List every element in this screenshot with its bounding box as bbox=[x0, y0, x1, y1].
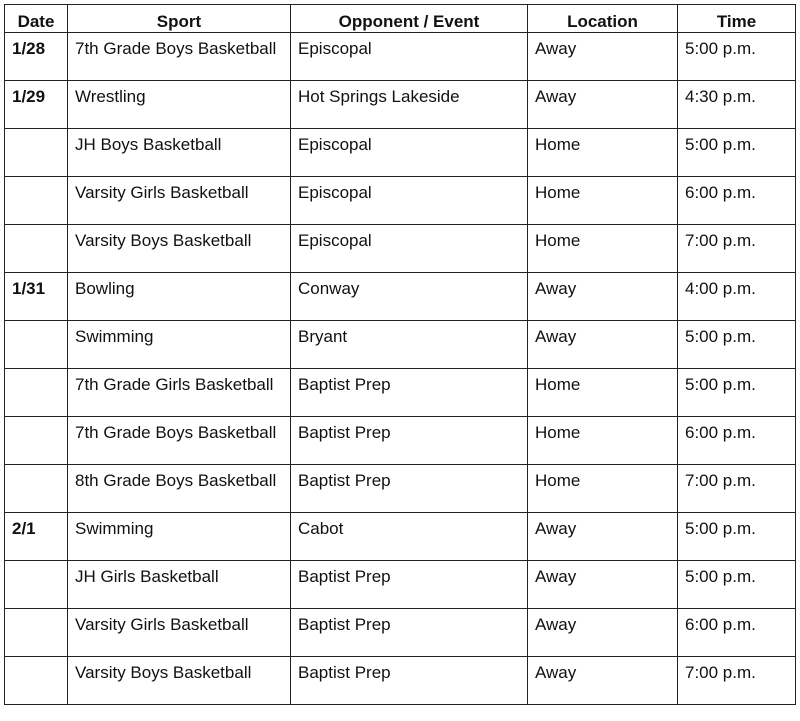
header-opponent: Opponent / Event bbox=[291, 5, 528, 33]
cell-opponent: Cabot bbox=[291, 513, 528, 561]
cell-location: Home bbox=[528, 177, 678, 225]
cell-time: 7:00 p.m. bbox=[678, 657, 796, 705]
cell-time: 7:00 p.m. bbox=[678, 465, 796, 513]
cell-opponent: Baptist Prep bbox=[291, 369, 528, 417]
cell-opponent: Baptist Prep bbox=[291, 465, 528, 513]
cell-time: 6:00 p.m. bbox=[678, 609, 796, 657]
cell-time: 5:00 p.m. bbox=[678, 33, 796, 81]
cell-time: 6:00 p.m. bbox=[678, 417, 796, 465]
table-row bbox=[5, 81, 796, 129]
cell-location: Home bbox=[528, 465, 678, 513]
header-location: Location bbox=[528, 5, 678, 33]
cell-opponent: Baptist Prep bbox=[291, 609, 528, 657]
cell-sport: 7th Grade Boys Basketball bbox=[68, 33, 291, 81]
cell-sport: Varsity Girls Basketball bbox=[68, 177, 291, 225]
cell-sport: JH Girls Basketball bbox=[68, 561, 291, 609]
cell-location: Home bbox=[528, 369, 678, 417]
cell-time: 5:00 p.m. bbox=[678, 369, 796, 417]
cell-location: Away bbox=[528, 273, 678, 321]
header-sport: Sport bbox=[68, 5, 291, 33]
cell-date: 1/31 bbox=[5, 273, 68, 321]
cell-sport: 8th Grade Boys Basketball bbox=[68, 465, 291, 513]
cell-date bbox=[5, 177, 68, 225]
cell-location: Away bbox=[528, 609, 678, 657]
cell-time: 6:00 p.m. bbox=[678, 177, 796, 225]
cell-opponent: Baptist Prep bbox=[291, 417, 528, 465]
cell-opponent: Hot Springs Lakeside bbox=[291, 81, 528, 129]
cell-sport: Swimming bbox=[68, 513, 291, 561]
cell-time: 4:00 p.m. bbox=[678, 273, 796, 321]
cell-date bbox=[5, 369, 68, 417]
cell-sport: Swimming bbox=[68, 321, 291, 369]
cell-opponent: Episcopal bbox=[291, 33, 528, 81]
cell-opponent: Episcopal bbox=[291, 225, 528, 273]
cell-opponent: Baptist Prep bbox=[291, 657, 528, 705]
cell-date bbox=[5, 657, 68, 705]
cell-location: Away bbox=[528, 513, 678, 561]
cell-date bbox=[5, 417, 68, 465]
cell-sport: Bowling bbox=[68, 273, 291, 321]
table-row bbox=[5, 225, 796, 273]
table-row bbox=[5, 657, 796, 705]
cell-date bbox=[5, 225, 68, 273]
table-row bbox=[5, 177, 796, 225]
table-row bbox=[5, 33, 796, 81]
cell-date: 1/28 bbox=[5, 33, 68, 81]
schedule-table bbox=[4, 4, 796, 705]
cell-time: 5:00 p.m. bbox=[678, 321, 796, 369]
table-row bbox=[5, 273, 796, 321]
cell-date bbox=[5, 609, 68, 657]
cell-opponent: Baptist Prep bbox=[291, 561, 528, 609]
header-date: Date bbox=[5, 5, 68, 33]
cell-location: Home bbox=[528, 225, 678, 273]
table-row bbox=[5, 465, 796, 513]
cell-sport: Wrestling bbox=[68, 81, 291, 129]
cell-location: Away bbox=[528, 33, 678, 81]
table-row bbox=[5, 609, 796, 657]
table-row bbox=[5, 561, 796, 609]
table-row bbox=[5, 321, 796, 369]
cell-sport: Varsity Girls Basketball bbox=[68, 609, 291, 657]
cell-opponent: Episcopal bbox=[291, 129, 528, 177]
header-row bbox=[5, 5, 796, 33]
cell-date bbox=[5, 561, 68, 609]
cell-sport: Varsity Boys Basketball bbox=[68, 225, 291, 273]
cell-date: 2/1 bbox=[5, 513, 68, 561]
cell-sport: 7th Grade Boys Basketball bbox=[68, 417, 291, 465]
cell-time: 4:30 p.m. bbox=[678, 81, 796, 129]
cell-sport: 7th Grade Girls Basketball bbox=[68, 369, 291, 417]
cell-sport: Varsity Boys Basketball bbox=[68, 657, 291, 705]
cell-time: 7:00 p.m. bbox=[678, 225, 796, 273]
cell-location: Away bbox=[528, 561, 678, 609]
cell-time: 5:00 p.m. bbox=[678, 561, 796, 609]
cell-location: Away bbox=[528, 657, 678, 705]
cell-location: Away bbox=[528, 81, 678, 129]
cell-location: Home bbox=[528, 129, 678, 177]
cell-time: 5:00 p.m. bbox=[678, 513, 796, 561]
cell-date bbox=[5, 465, 68, 513]
schedule-body bbox=[5, 33, 796, 705]
cell-opponent: Episcopal bbox=[291, 177, 528, 225]
cell-time: 5:00 p.m. bbox=[678, 129, 796, 177]
cell-sport: JH Boys Basketball bbox=[68, 129, 291, 177]
cell-location: Home bbox=[528, 417, 678, 465]
cell-location: Away bbox=[528, 321, 678, 369]
cell-date: 1/29 bbox=[5, 81, 68, 129]
table-row bbox=[5, 129, 796, 177]
cell-date bbox=[5, 129, 68, 177]
table-row bbox=[5, 513, 796, 561]
cell-opponent: Bryant bbox=[291, 321, 528, 369]
cell-opponent: Conway bbox=[291, 273, 528, 321]
cell-date bbox=[5, 321, 68, 369]
table-row bbox=[5, 369, 796, 417]
header-time: Time bbox=[678, 5, 796, 33]
table-row bbox=[5, 417, 796, 465]
